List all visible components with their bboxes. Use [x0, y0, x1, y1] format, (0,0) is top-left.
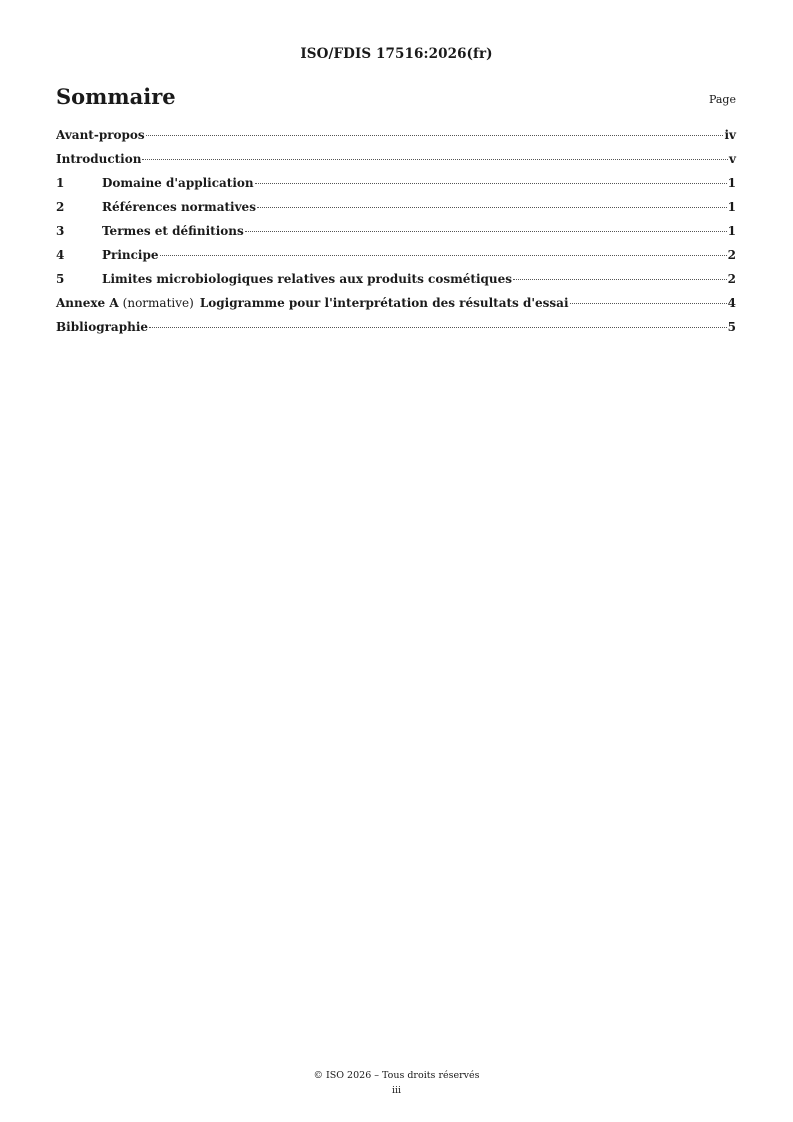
- toc-entry-annex-a[interactable]: [56, 296, 736, 320]
- dot-leader: [570, 303, 727, 304]
- toc-entry-annex-qualifier: (normative): [122, 296, 194, 310]
- toc-entry-page: v: [729, 152, 736, 166]
- toc-list: [56, 128, 736, 344]
- dot-leader: [245, 231, 727, 232]
- toc-entry-foreword[interactable]: [56, 128, 736, 152]
- dot-leader: [257, 207, 727, 208]
- toc-entry-introduction[interactable]: [56, 152, 736, 176]
- document-header: ISO/FDIS 17516:2026(fr): [300, 46, 493, 62]
- toc-entry-number: 3: [56, 224, 65, 238]
- dot-leader: [146, 135, 724, 136]
- dot-leader: [142, 159, 728, 160]
- toc-entry-terms-definitions[interactable]: [56, 224, 736, 248]
- toc-entry-text: Limites microbiologiques relatives aux produits cosmétiques: [102, 272, 513, 286]
- toc-entry-text: Introduction: [56, 152, 142, 166]
- toc-entry-text: Termes et définitions: [102, 224, 244, 238]
- toc-entry-page: iv: [724, 128, 736, 142]
- toc-entry-page: 5: [727, 320, 736, 334]
- toc-entry-scope[interactable]: [56, 176, 736, 200]
- toc-entry-text: Avant-propos: [56, 128, 145, 142]
- toc-entry-principle[interactable]: [56, 248, 736, 272]
- page-footer: [0, 1068, 793, 1098]
- toc-entry-number: 4: [56, 248, 65, 262]
- dot-leader: [513, 279, 727, 280]
- toc-heading: [56, 84, 736, 114]
- page-number: iii: [391, 1085, 402, 1096]
- toc-entry-page: 1: [727, 176, 736, 190]
- toc-entry-page: 1: [727, 224, 736, 238]
- toc-entry-text: Bibliographie: [56, 320, 149, 334]
- toc-entry-page: 2: [727, 272, 736, 286]
- dot-leader: [160, 255, 727, 256]
- toc-entry-text: Logigramme pour l'interprétation des résultats d'essai: [199, 296, 569, 310]
- toc-entry-text: Références normatives: [102, 200, 256, 214]
- toc-entry-page: 4: [727, 296, 736, 310]
- dot-leader: [149, 327, 727, 328]
- dot-leader: [255, 183, 727, 184]
- toc-entry-text: Principe: [102, 248, 159, 262]
- toc-page-column-label: Page: [708, 93, 736, 106]
- toc-entry-number: 1: [56, 176, 65, 190]
- toc-entry-page: 1: [727, 200, 736, 214]
- toc-title: Sommaire: [56, 84, 176, 109]
- toc-entry-number: 2: [56, 200, 65, 214]
- toc-entry-normative-references[interactable]: [56, 200, 736, 224]
- toc-entry-number: 5: [56, 272, 65, 286]
- toc-entry-text: Domaine d'application: [102, 176, 254, 190]
- copyright-notice: © ISO 2026 – Tous droits réservés: [313, 1070, 480, 1081]
- toc-entry-page: 2: [727, 248, 736, 262]
- toc-entry-bibliography[interactable]: [56, 320, 736, 344]
- toc-entry-microbiological-limits[interactable]: [56, 272, 736, 296]
- toc-entry-annex-label: Annexe A: [56, 296, 119, 310]
